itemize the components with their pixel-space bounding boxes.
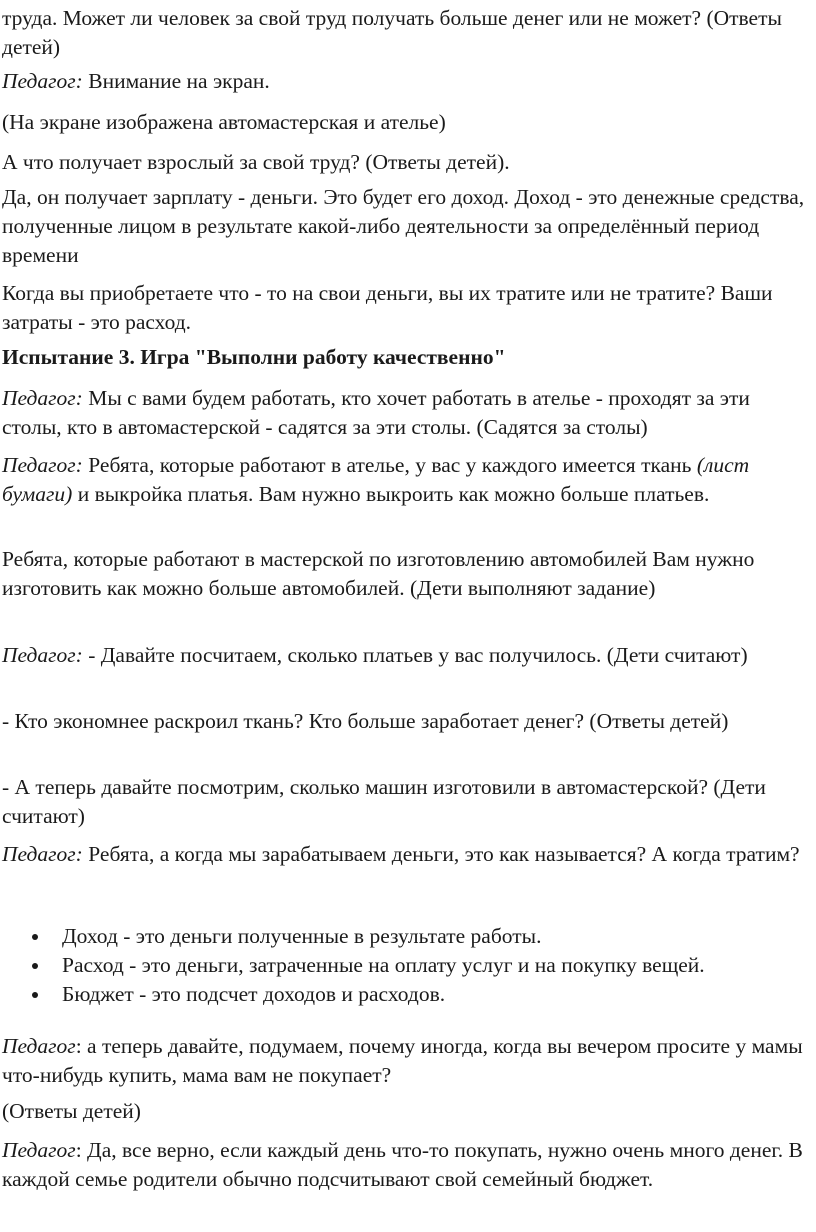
paragraph-expense-definition: Когда вы приобретаете что - то на свои деньги, вы их тратите или не тратите? Ваши затраты - это расход.: [2, 281, 773, 334]
bullet-icon: [32, 934, 38, 940]
paragraph-income-definition: Да, он получает зарплату - деньги. Это будет его доход. Доход - это денежные средства, полученные лицом в результате какой-либо деятельности за определённый период времени: [2, 185, 805, 267]
paragraph-attention-screen: [2, 67, 814, 96]
paragraph-children-answers: (Ответы детей): [2, 1099, 141, 1123]
section-heading: Испытание 3. Игра "Выполни работу качественно": [2, 345, 506, 369]
paragraph-text: Мы с вами будем работать, кто хочет работать в ателье - проходят за эти столы, кто в автомастерской - садятся за эти столы. (Садятся за столы): [2, 386, 750, 439]
list-item-text: Расход - это деньги, затраченные на оплату услуг и на покупку вещей.: [62, 953, 705, 977]
list-item-text: Доход - это деньги полученные в результате работы.: [62, 924, 542, 948]
paragraph-workshop-task: Ребята, которые работают в мастерской по изготовлению автомобилей Вам нужно изготовить как можно больше автомобилей. (Дети выполняют задание): [2, 547, 755, 600]
speaker-label: Педагог:: [2, 69, 83, 93]
paragraph-text: Внимание на экран.: [82, 69, 270, 93]
list-item: [2, 980, 814, 1009]
paragraph-family-budget: [2, 1136, 814, 1194]
paragraph-screen-description: (На экране изображена автомастерская и ателье): [2, 110, 446, 134]
paragraph-count-dresses: [2, 641, 814, 670]
list-item: [2, 922, 814, 951]
speaker-label: Педагог:: [2, 842, 83, 866]
paragraph-italic-note: (лист бумаги): [2, 453, 750, 506]
paragraph-count-cars: - А теперь давайте посмотрим, сколько машин изготовили в автомастерской? (Дети считают): [2, 775, 766, 828]
paragraph-text: : а теперь давайте, подумаем, почему иногда, когда вы вечером просите у мамы что-нибудь купить, мама вам не покупает?: [2, 1034, 803, 1087]
list-item: [2, 951, 814, 980]
speaker-label: Педагог: [2, 1034, 76, 1058]
paragraph-tables-instruction: [2, 384, 814, 442]
paragraph-adult-question: А что получает взрослый за свой труд? (Ответы детей).: [2, 150, 510, 174]
definitions-list: [2, 922, 814, 1009]
speaker-label: Педагог: [2, 1138, 76, 1162]
paragraph-earn-spend-question: [2, 840, 814, 869]
paragraph-text: и выкройка платья. Вам нужно выкроить как можно больше платьев.: [72, 482, 710, 506]
list-item-text: Бюджет - это подсчет доходов и расходов.: [62, 982, 446, 1006]
paragraph-economy-question: - Кто экономнее раскроил ткань? Кто больше заработает денег? (Ответы детей): [2, 709, 729, 733]
paragraph-text: Ребята, а когда мы зарабатываем деньги, это как называется? А когда тратим?: [82, 842, 800, 866]
paragraph-mom-question: [2, 1032, 814, 1090]
bullet-icon: [32, 992, 38, 998]
paragraph-text: Ребята, которые работают в ателье, у вас у каждого имеется ткань: [82, 453, 697, 477]
paragraph-atelier-task: [2, 451, 814, 509]
paragraph-text: : Да, все верно, если каждый день что-то покупать, нужно очень много денег. В каждой семье родители обычно подсчитывают свой семейный бюджет.: [2, 1138, 803, 1191]
speaker-label: Педагог:: [2, 386, 83, 410]
speaker-label: Педагог:: [2, 643, 83, 667]
paragraph-text: - Давайте посчитаем, сколько платьев у вас получилось. (Дети считают): [82, 643, 748, 667]
bullet-icon: [32, 963, 38, 969]
speaker-label: Педагог:: [2, 453, 83, 477]
paragraph-intro-question: труда. Может ли человек за свой труд получать больше денег или не может? (Ответы детей): [2, 6, 782, 59]
